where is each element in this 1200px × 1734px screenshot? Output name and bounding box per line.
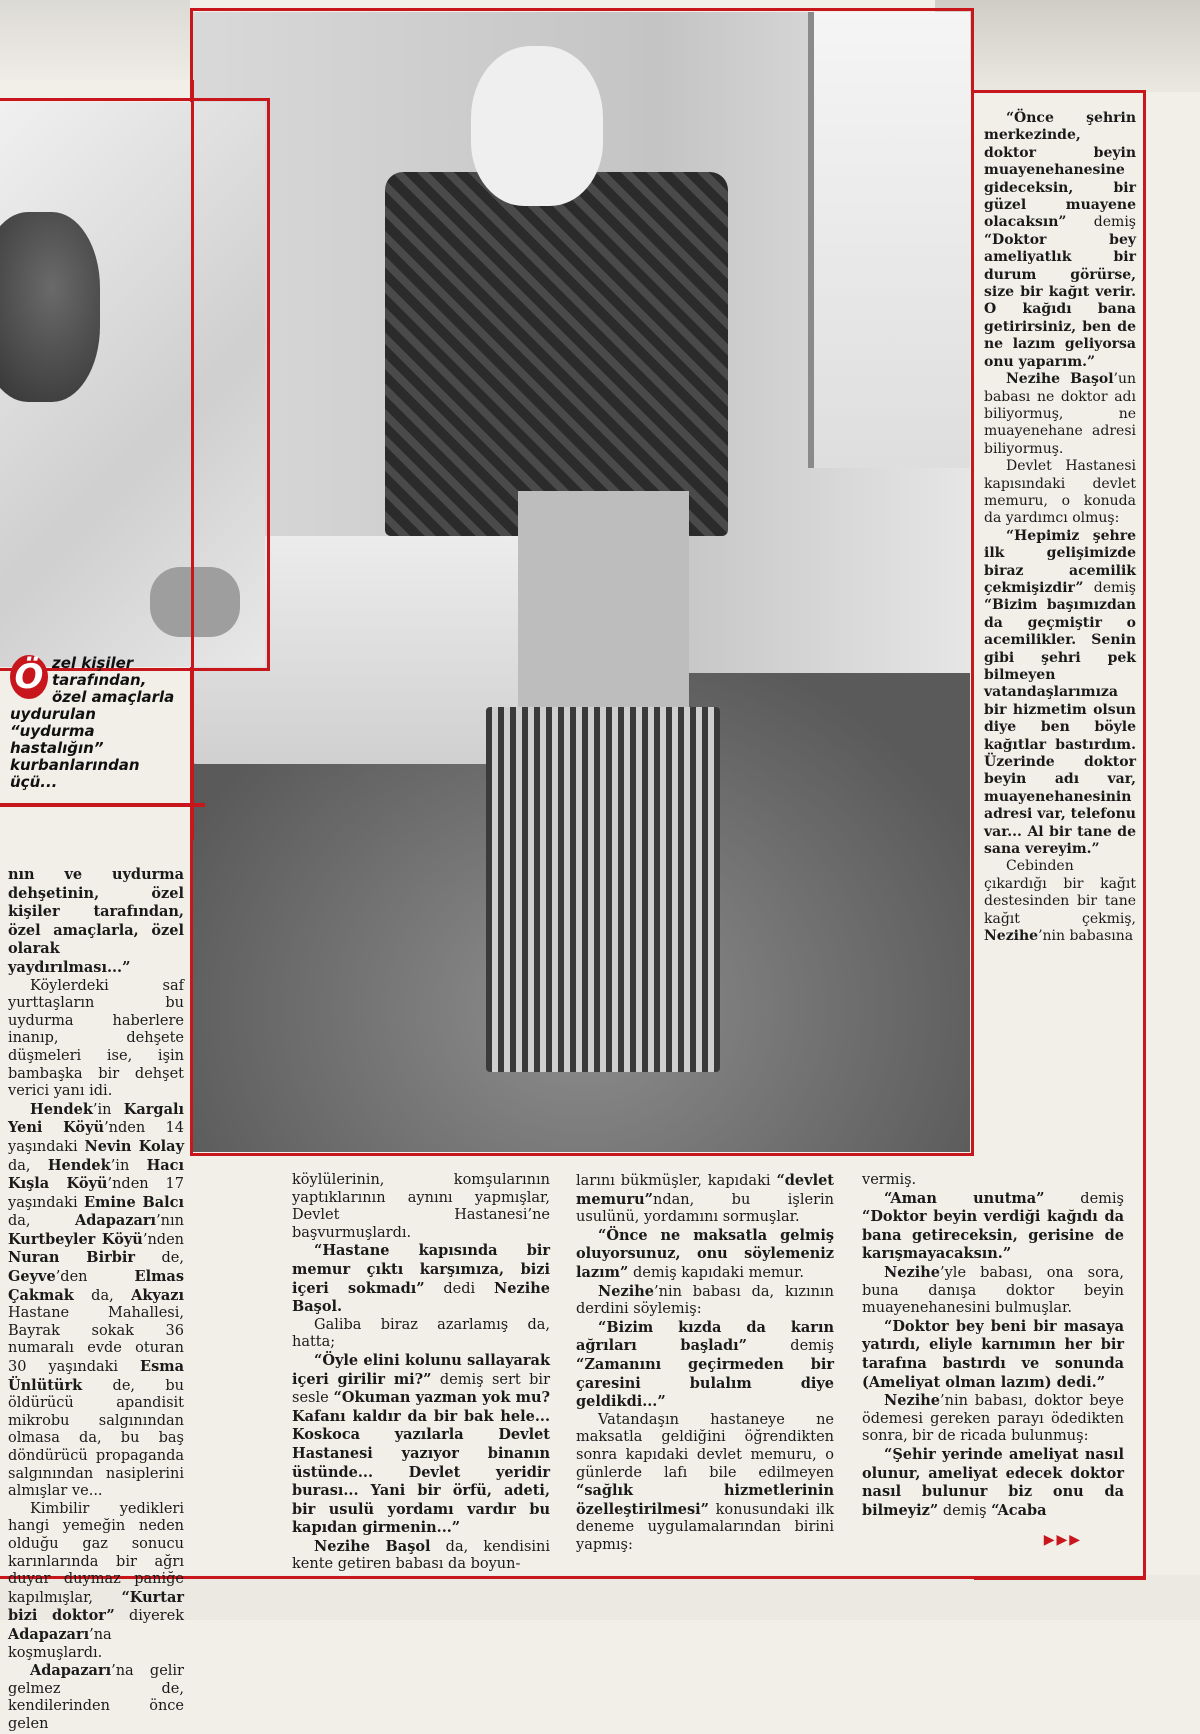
col5-paragraph-4: “Doktor bey beni bir masaya yatırdı, eliyle karnımın her bir tarafına bastırdı ve sonunda (Ameliyat olman lazım) dedi.” — [862, 1317, 1124, 1391]
col4-paragraph-3: Devlet Hastanesi kapısındaki devlet memuru, o konuda da yardımcı olmuş: — [984, 458, 1136, 527]
col5-paragraph-6: “Şehir yerinde ameliyat nasıl olunur, ameliyat edecek doktor nasıl bulunur biz onu da bilmeyiz” demiş “Acaba — [862, 1445, 1124, 1519]
col2-paragraph-4: “Öyle elini kolunu sallayarak içeri girilir mi?” demiş sert bir sesle “Okuman yazman yok mu? Kafanı kaldır da bir bak hele... Koskoca yazılarla Devlet Hastanesi yazıyor binanın üstünde... Devlet yeridir burası... Yani bir örfü, adeti, bir usulü yordamı vardır bu kapıdan girmenin...” — [292, 1351, 551, 1537]
caption-initial: Ö — [10, 655, 48, 699]
article-column-2 — [292, 1172, 550, 1574]
col2-paragraph-2: “Hastane kapısında bir memur çıktı karşımıza, bizi içeri sokmadı” dedi Nezihe Başol. — [292, 1242, 550, 1316]
col1-paragraph-4: Kimbilir yedikleri hangi yemeğin neden olduğu gaz sonucu karınlarında bir ağrı duyar duymaz paniğe kapılmışlar, “Kurtar bizi doktor” diyerek Adapazarı’na koşmuşlardı. — [8, 1500, 184, 1661]
col3-paragraph-1: larını bükmüşler, kapıdaki “devlet memuru”ndan, bu işlerin usulünü, yordamını sormuşlar. — [576, 1172, 834, 1226]
col3-paragraph-2: “Önce ne maksatla gelmiş oluyorsunuz, onu söylemeniz lazım” demiş kapıdaki memur. — [576, 1226, 834, 1281]
page-top-strip — [0, 0, 190, 80]
col5-paragraph-3: Nezihe’yle babası, ona sora, buna danışa doktor beyin muayenehanesini bulmuşlar. — [862, 1263, 1124, 1317]
col5-paragraph-2: “Aman unutma” demiş “Doktor beyin verdiği kağıdı da bana getireceksin, gerisine de karışmayacaksın.” — [862, 1189, 1124, 1263]
main-photo-frame — [190, 8, 974, 1156]
col5-paragraph-1: vermiş. — [862, 1172, 917, 1188]
col1-paragraph-1: nın ve uydurma dehşetinin, özel kişiler tarafından, özel amaçlarla, özel olarak yaydırılması...” — [8, 866, 184, 976]
col1-paragraph-2: Köylerdeki saf yurttaşların bu uydurma haberlere inanıp, dehşete düşmeleri ise, işin bambaşka bir dehşet verici yanı idi. — [8, 977, 184, 1100]
col3-paragraph-4: “Bizim kızda da karın ağrıları başladı” demiş “Zamanını geçirmeden bir çaresini bulalım diye geldikdi...” — [576, 1318, 834, 1411]
col3-paragraph-5: Vatandaşın hastaneye ne maksatla geldiğini öğrendikten sonra kapıdaki devlet memuru, o günlerde lafı bile edilmeyen “sağlık hizmetlerinin özelleştirilmesi” konusundaki ilk deneme uygulamalarından birini yapmış: — [576, 1411, 834, 1553]
col5-paragraph-5: Nezihe’nin babası, doktor beye ödemesi gereken parayı ödedikten sonra, bir de ricada bulunmuş: — [862, 1392, 1124, 1445]
col4-paragraph-5: Cebinden çıkardığı bir kağıt destesinden bir tane kağıt çekmiş, Nezihe’nin babasına — [984, 858, 1136, 945]
page-right-strip — [935, 0, 1200, 92]
col1-paragraph-3: Hendek’in Kargalı Yeni Köyü’nden 14 yaşındaki Nevin Kolay da, Hendek’in Hacı Kışla Köyü’nden 17 yaşındaki Emine Balcı da, Adapazarı’nın Kurtbeyler Köyü’nden Nuran Birbir de, Geyve’den Elmas Çakmak da, Akyazı Hastane Mahallesi, Bayrak sokak 36 numaralı evde oturan 30 yaşındaki Esma Ünlütürk de, bu öldürücü apandisit mikrobu salgınından olmasa da, bu baş döndürücü propaganda salgınından nasiplerini almışlar ve... — [8, 1100, 184, 1500]
col4-paragraph-2: Nezihe Başol’un babası ne doktor adı biliyormuş, ne muayenehane adresi biliyormuş. — [984, 371, 1136, 457]
col1-paragraph-5: Adapazarı’na gelir gelmez de, kendilerinden önce gelen — [8, 1662, 184, 1732]
col2-paragraph-3: Galiba biraz azarlamış da, hatta; — [292, 1316, 550, 1351]
caption-text: zel kişiler tarafından, özel amaçlarla uydurulan “uydurma hastalığın” kurbanlarından üçü... — [10, 654, 175, 791]
col4-paragraph-1: “Önce şehrin merkezinde, doktor beyin muayenehanesine gideceksin, bir güzel muayene olacaksın” demiş “Doktor bey ameliyatlık bir durum görürse, size bir kağıt verir. O kağıdı bana getirirsiniz, ben de ne lazım geliyorsa onu yaparım.” — [984, 110, 1136, 370]
article-column-1 — [8, 866, 184, 1734]
article-column-3 — [576, 1172, 834, 1554]
article-column-5 — [862, 1172, 1124, 1520]
col2-paragraph-1: köylülerinin, komşularının yaptıklarının aynını yapmışlar, Devlet Hastanesi’ne başvurmuşlardı. — [292, 1172, 550, 1241]
photo-caption — [10, 655, 180, 791]
col4-paragraph-4: “Hepimiz şehre ilk gelişimizde biraz acemilik çekmişizdir” demiş “Bizim başımızdan da geçmiştir o acemilikler. Senin gibi şehri pek bilmeyen vatandaşlarımıza bir hizmetim olsun diye ben böyle kağıtlar bastırdım. Üzerinde doktor beyin adı var, muayenehanesinin adresi var, telefonu var... Al bir tane de sana vereyim.” — [984, 527, 1136, 858]
article-column-4 — [984, 110, 1136, 946]
caption-rule — [0, 803, 205, 807]
col2-paragraph-5: Nezihe Başol da, kendisini kente getiren babası da boyun- — [292, 1537, 551, 1573]
continue-arrows-icon: ▶▶▶ — [1043, 1532, 1082, 1548]
col3-paragraph-3: Nezihe’nin babası da, kızının derdini söylemiş: — [576, 1282, 834, 1318]
